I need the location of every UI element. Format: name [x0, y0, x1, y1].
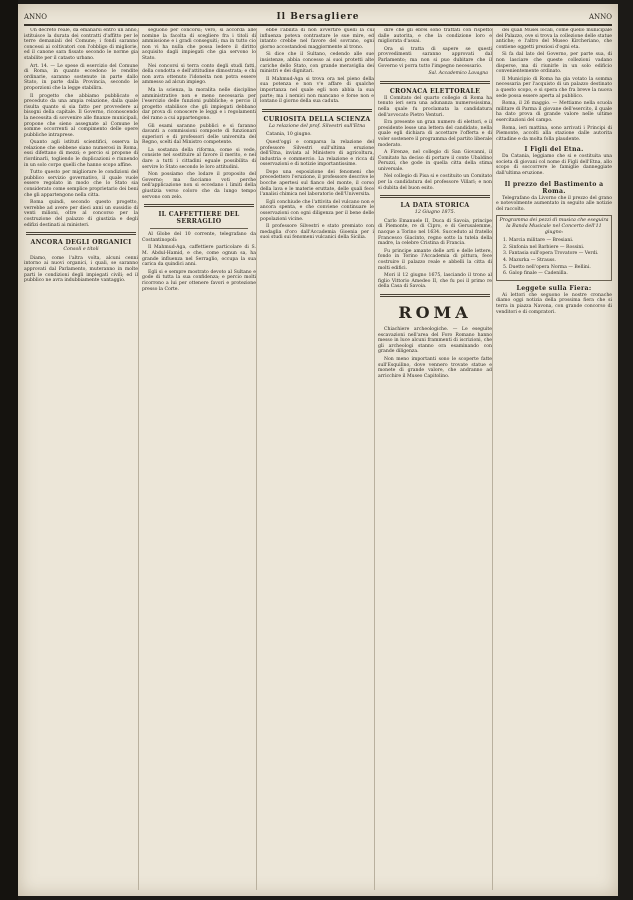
paragraph: Gli esami saranno pubblici e si faranno davanti a commissioni composte di funzionari superiori e di professori delle universita del Regno, scelti dal Ministro competente.: [142, 123, 256, 146]
column-2: [142, 28, 257, 890]
paragraph: Roma, ieri mattina, sono arrivati i Principi di Piemonte, accolti alla stazione dalle autorita cittadine e da molta folla plaudente.: [496, 125, 612, 142]
paragraph: Nel collegio di Pisa si e costituito un Comitato per la candidatura del professore Villari; e non si dubita del buon esito.: [378, 174, 492, 191]
paragraph: Ai lettori che seguono le nostre cronache diamo oggi notizia della prossima fiera che si terra in piazza Navona, con grande concorso di venditori e di compratori.: [496, 292, 612, 315]
newspaper-page: [18, 4, 618, 896]
program-item: 6. Galop finale — Cadenilla.: [503, 271, 568, 277]
paragraph: Roma, il 26 maggio. — Mettiamo nella scuola militare di Parma il giovane dell'esercito, il quale ha dato prova di grande valore nelle ultime esercitazioni del campo.: [496, 101, 612, 123]
paragraph: Non meno importanti sono le scoperte fatte sull'Esquilino, dove vennero trovate statue e monete di grande valore, che andranno ad arricchire il Museo Capitolino.: [378, 356, 492, 379]
paragraph: Egli conchiude che l'attivita del vulcano non e ancora spenta, e che conviene continuare le osservazioni con ogni diligenza per il bene delle popolazioni vicine.: [260, 199, 374, 222]
paragraph: Ma la scienza, la moralita nelle discipline amministrative non e meno necessaria per l'esercizio delle funzioni pubbliche; e percio il progetto stabilisce che gli impiegati debbano dar prova di conoscere le leggi e i regolamenti del ramo a cui appartengono.: [142, 87, 256, 121]
paragraph: Un decreto reale, da emanarsi entro un anno, istituisce la durata dei contratti d'affitto per le terre demaniali del Comune; i fondi saranno concessi ai coltivatori con l'obbligo di migliorie, ed il canone sara fissato secondo le norme gia stabilite per il catasto urbano.: [24, 28, 138, 61]
program-item: 5. Duetto nell'opera Norma — Bellini.: [503, 264, 591, 270]
divider: [150, 228, 248, 229]
section-rule: [144, 204, 254, 207]
paragraph: Era presente un gran numero di elettori, e il presidente lesse una lettera del candidato, nella quale egli dichiara di accettare l'offerta e di voler sostenere il programma del partito liberale moderato.: [378, 120, 492, 148]
paragraph: Quest'oggi e comparsa la relazione del professore Silvestri sull'ultima eruzione dell'Etna, inviata al Ministero di agricoltura, industria e commercio. La relazione e ricca di osservazioni e di notizie importantissime.: [260, 139, 374, 168]
article-subheading: Consoli e titoli: [63, 247, 99, 253]
column-3: [260, 28, 375, 890]
paragraph: Art. 14. — Le spese di esercizio del Comune di Roma, in quanto eccedono le rendite ordinarie, saranno sostenute in parte dallo Stato, in parte dalla Provincia, secondo le proporzioni che la legge stabilira.: [24, 63, 138, 91]
article-heading: Il prezzo del Bastimento a Roma.: [504, 180, 604, 195]
paragraph: Dopo una esposizione dei fenomeni che precedettero l'eruzione, il professore descrive le bocche apertesi sul fianco del monte, il corso della lava e le materie eruttate, delle quali fece l'analisi chimica nel laboratorio dell'Universita.: [260, 169, 374, 198]
date-line: 12 Giugno 1875.: [414, 210, 456, 216]
article-heading: IL CAFFETTIERE DEL SERRAGLIO: [158, 211, 240, 226]
paragraph: dei quali Musei locali, come quello municipale del Palazzo, ove si trova la collezione delle statue antiche; e l'altro del Museo Kircheriano, che contiene oggetti preziosi d'ogni eta.: [496, 28, 612, 50]
paragraph: Mori il 12 giugno 1675, lasciando il trono al figlio Vittorio Amedeo II, che fu poi il primo re della Casa di Savoia.: [378, 273, 492, 290]
program-list: [499, 238, 609, 277]
article-heading: CURIOSITA DELLA SCIENZA: [263, 115, 371, 123]
column-5: [496, 28, 612, 890]
paragraph: Catania, 10 giugno.: [266, 132, 312, 138]
masthead-left: ANNO: [24, 13, 48, 21]
paragraph: Il progetto che abbiamo pubblicato e preceduto da una ampia relazione, dalla quale risulta quanto si sia fatto per provvedere ai bisogni della capitale. Il Governo, riconoscendo la necessita di sovvenire alle finanze municipali, propone che sieno assegnate al Comune le somme occorrenti al compimento delle opere pubbliche intraprese.: [24, 93, 138, 138]
article-heading: Leggete sulla Fiera:: [516, 284, 592, 292]
column-4: [378, 28, 493, 890]
section-rule: [262, 109, 372, 112]
section-rule: [380, 195, 490, 198]
program-item: 1. Marcia militare — Bresiani.: [503, 238, 574, 244]
paragraph: Telegrafano da Livorno che il prezzo del grano e notevolmente aumentato in seguito alle notizie del raccolto.: [496, 195, 612, 212]
paragraph: Ora si tratta di sapere se questi provvedimenti saranno approvati dal Parlamento; ma non si puo dubitare che il Governo vi porra tutto l'impegno necessario.: [378, 46, 492, 69]
paragraph: Al Globe del 10 corrente, telegrafano da Costantinopoli:: [142, 232, 256, 243]
paragraph: Il Mahmud-Aga si trova ora nel pieno della sua potenza e non v'e affare di qualche importanza nel quale egli non abbia la sua parte; ma i nemici non mancano e forse non e lontano il giorno della sua caduta.: [260, 76, 374, 105]
paragraph: ebbe l'abilita di non avvertire quelli la cui influenza poteva contrastare le sue mire, ed intanto crebbe nel favore del sovrano, ogni giorno accostandosi maggiormente al trono.: [260, 28, 374, 50]
signature: Sal. Accademico Lavagna: [428, 71, 488, 77]
program-item: 2. Sinfonia nel Barbiere — Rossini.: [503, 244, 585, 250]
program-item: 4. Mazurka — Strauss.: [503, 258, 556, 263]
paragraph: seguono per concorsi; vero, si accorda alle nomine la facolta di scegliere fra i titoli di ammissione e i gradi conseguiti; ma in tutto cio non vi ha nulla che possa ledere il diritto acquisito dagli impiegati che gia servono lo Stato.: [142, 28, 256, 61]
paragraph: dire che gli ebrei sono trattati con rispetto dalle autorita, e che la condizione loro e migliorata d'assai.: [378, 28, 492, 45]
paragraph: Chiachiere archeologiche. — Le eseguite escavazioni nell'area del Foro Romano hanno messo in luce alcuni frammenti di iscrizioni, che gli archeologi stanno ora esaminando con grande diligenza.: [378, 326, 492, 355]
program-item: 3. Fantasia sull'opera Trovatore — Verdi.: [503, 251, 599, 257]
section-heading-roma: ROMA: [398, 302, 472, 322]
column-1: [24, 28, 139, 890]
section-rule: [380, 81, 490, 84]
masthead-right: ANNO: [588, 13, 612, 21]
paragraph: Carlo Emanuele II, Duca di Savoia, principe di Piemonte, re di Cipro, e di Gerusalemme, nacque a Torino nel 1634. Succeduto al fratello Francesco Giacinto, regno sotto la tutela della madre, la celebre Cristina di Francia.: [378, 218, 492, 247]
paragraph: Il professore Silvestri e stato premiato con medaglia d'oro dall'Accademia Gioenia per i suoi studi sui fenomeni vulcanici della Sicilia.: [260, 224, 374, 241]
article-heading: CRONACA ELETTORALE: [389, 87, 481, 95]
program-title: Programma dei pezzi di musica che eseguira la Banda Musicale nel Concerto dell'11 giugno:: [499, 218, 609, 235]
article-subheading: La relazione del prof. Silvestri sull'Etna: [268, 123, 366, 129]
paragraph: Quanto agli istituti scientifici, osserva la relazione che sebbene siano numerosi in Roma, essi difettano di mezzi; e percio si propone di riordinarli, togliendo le duplicazioni e riunendo in un solo corpo quelli che hanno scopo affine.: [24, 140, 138, 168]
section-rule: [380, 294, 490, 297]
paragraph: Egli si e sempre mostrato devoto al Sultano e gode di tutta la sua confidenza; e percio molti ricorrono a lui per ottenere favori e protezione presso la Corte.: [142, 269, 256, 292]
paragraph: Da Catania, leggiamo che si e costituita una societa di giovani col nome di Figli dell'Etna, allo scopo di soccorrere le famiglie danneggiate dall'ultima eruzione.: [496, 154, 612, 177]
paragraph: Il Mahmud-Aga, caffettiere particolare di S. M. Abdul-Hamid, e che, come ognun sa, ha grande influenza nel Serraglio, occupa la sua carica da quindici anni.: [142, 245, 256, 268]
masthead: [24, 10, 612, 26]
paragraph: La sostanza della riforma, come si vede, consiste nel sostituire al favore il merito, e nel dare a tutti i cittadini eguale possibilita di servire lo Stato secondo le loro attitudini.: [142, 147, 256, 170]
paragraph: Fu principe amante delle arti e delle lettere, fondo in Torino l'Accademia di pittura, fece costruire il palazzo reale e abbelli la citta di molti edifici.: [378, 248, 492, 271]
concert-program: [496, 215, 612, 280]
article-heading: LA DATA STORICA: [400, 202, 470, 210]
article-heading: I Figli del Etna.: [524, 146, 584, 154]
paragraph: Si fa dal lato del Governo, per parte sua, di non lasciare che queste collezioni vadano disperse, ma di riunirle in un solo edificio convenientemente ordinato.: [496, 52, 612, 75]
article-heading: ANCORA DEGLI ORGANICI: [30, 239, 132, 247]
paragraph: Si dice che il Sultano, cedendo alle sue insistenze, abbia concesso ai suoi protetti alte cariche dello Stato, con grande meraviglia dei ministri e dei dignitari.: [260, 52, 374, 75]
paragraph: Il Municipio di Roma ha gia votato la somma necessaria per l'acquisto di un palazzo destinato a questo scopo, e si spera che fra breve la nuova sede possa essere aperta al pubblico.: [496, 76, 612, 99]
paragraph: Non possiamo che lodare il proposito del Governo; ma facciamo voti perche nell'applicazione non si eccedano i limiti della giustizia verso coloro che da lungo tempo servono con zelo.: [142, 172, 256, 200]
paragraph: Nei concorsi si terra conto degli studi fatti, della condotta e dell'attitudine dimostrata; e chi non avra ottenuto l'idoneita non potra essere ammesso ad alcun impiego.: [142, 63, 256, 86]
section-rule: [26, 232, 136, 235]
paragraph: A Firenze, nel collegio di San Giovanni, il Comitato ha deciso di portare il conte Ubaldino Peruzzi, che gode in quella citta della stima universale.: [378, 150, 492, 172]
paragraph: Tutto questo per migliorare le condizioni del pubblico servizio governativo, il quale vuole essere regolato in modo che lo Stato sia considerato come semplice proprietario dei beni che gli appartengono nella citta.: [24, 170, 138, 198]
columns: [24, 28, 612, 890]
binding-shadow: [0, 0, 18, 900]
paragraph: Il Comitato del quarto collegio di Roma ha tenuto ieri sera una adunanza numerosissima, nella quale fu proclamata la candidatura dell'avvocato Pietro Venturi.: [378, 95, 492, 118]
masthead-title: Il Bersagliere: [276, 12, 360, 22]
paragraph: Diamo, come l'altra volta, alcuni cenni intorno ai nuovi organici, i quali, se saranno approvati dal Parlamento, muteranno in molte parti le condizioni degli impiegati civili; ed il pubblico ne avra indubbiamente vantaggio.: [24, 255, 138, 284]
paragraph: Roma quindi, secondo questo progetto, verrebbe ad avere per dieci anni un sussidio di venti milioni, oltre al concorso per la costruzione del palazzo di giustizia e degli edifizi destinati ai ministeri.: [24, 200, 138, 228]
